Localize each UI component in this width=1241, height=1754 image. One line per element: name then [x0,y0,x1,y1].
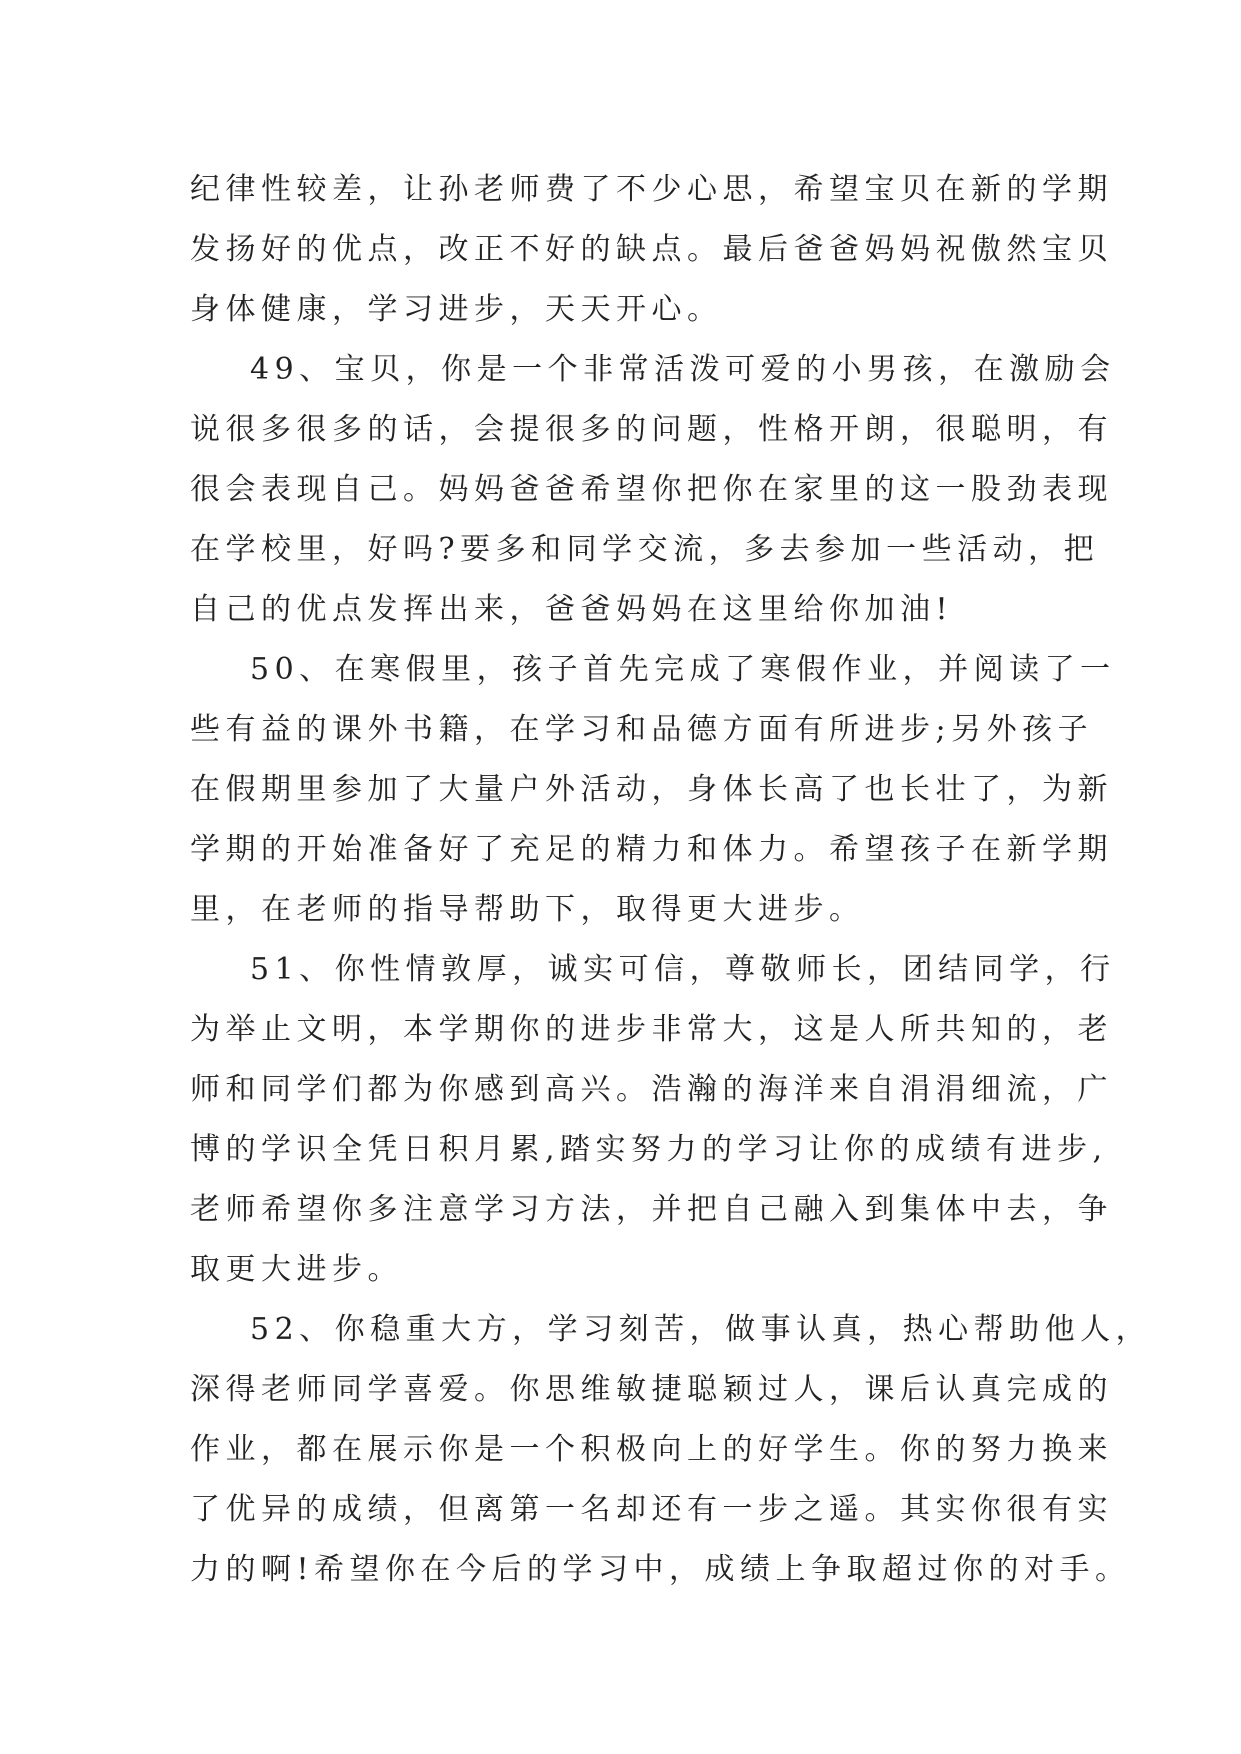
paragraph-50 [190,640,1116,940]
text-line: 作业，都在展示你是一个积极向上的好学生。你的努力换来 [190,1432,1113,1467]
paragraph-continuation [190,160,1113,340]
paragraph-52 [190,1300,1152,1600]
text-line: 纪律性较差，让孙老师费了不少心思，希望宝贝在新的学期 [190,172,1113,207]
text-line: 里，在老师的指导帮助下，取得更大进步。 [190,892,865,927]
text-line: 51、你性情敦厚，诚实可信，尊敬师长，团结同学，行 [250,952,1116,987]
text-line: 取更大进步。 [190,1252,403,1287]
text-line: 了优异的成绩，但离第一名却还有一步之遥。其实你很有实 [190,1492,1113,1527]
paragraph-51 [190,940,1116,1300]
text-line: 自己的优点发挥出来，爸爸妈妈在这里给你加油! [190,592,954,627]
text-line: 49、宝贝，你是一个非常活泼可爱的小男孩，在激励会 [250,352,1116,387]
text-line: 博的学识全凭日积月累,踏实努力的学习让你的成绩有进步, [190,1132,1108,1167]
paragraph-49 [190,340,1116,640]
text-line: 师和同学们都为你感到高兴。浩瀚的海洋来自涓涓细流，广 [190,1072,1113,1107]
text-line: 为举止文明，本学期你的进步非常大，这是人所共知的，老 [190,1012,1113,1047]
text-line: 些有益的课外书籍，在学习和品德方面有所进步;另外孩子 [190,712,1094,747]
text-line: 在假期里参加了大量户外活动，身体长高了也长壮了，为新 [190,772,1113,807]
text-line: 50、在寒假里，孩子首先完成了寒假作业，并阅读了一 [250,652,1116,687]
text-line: 身体健康，学习进步，天天开心。 [190,292,723,327]
text-line: 很会表现自己。妈妈爸爸希望你把你在家里的这一股劲表现 [190,472,1113,507]
text-line: 深得老师同学喜爱。你思维敏捷聪颖过人，课后认真完成的 [190,1372,1113,1407]
text-line: 力的啊!希望你在今后的学习中，成绩上争取超过你的对手。 [190,1552,1131,1587]
text-line: 52、你稳重大方，学习刻苦，做事认真，热心帮助他人， [250,1312,1152,1347]
document-body [190,160,1152,1600]
text-line: 说很多很多的话，会提很多的问题，性格开朗，很聪明，有 [190,412,1113,447]
text-line: 发扬好的优点，改正不好的缺点。最后爸爸妈妈祝傲然宝贝 [190,232,1113,267]
text-line: 学期的开始准备好了充足的精力和体力。希望孩子在新学期 [190,832,1113,867]
text-line: 在学校里，好吗?要多和同学交流，多去参加一些活动，把 [190,532,1100,567]
text-line: 老师希望你多注意学习方法，并把自己融入到集体中去，争 [190,1192,1113,1227]
